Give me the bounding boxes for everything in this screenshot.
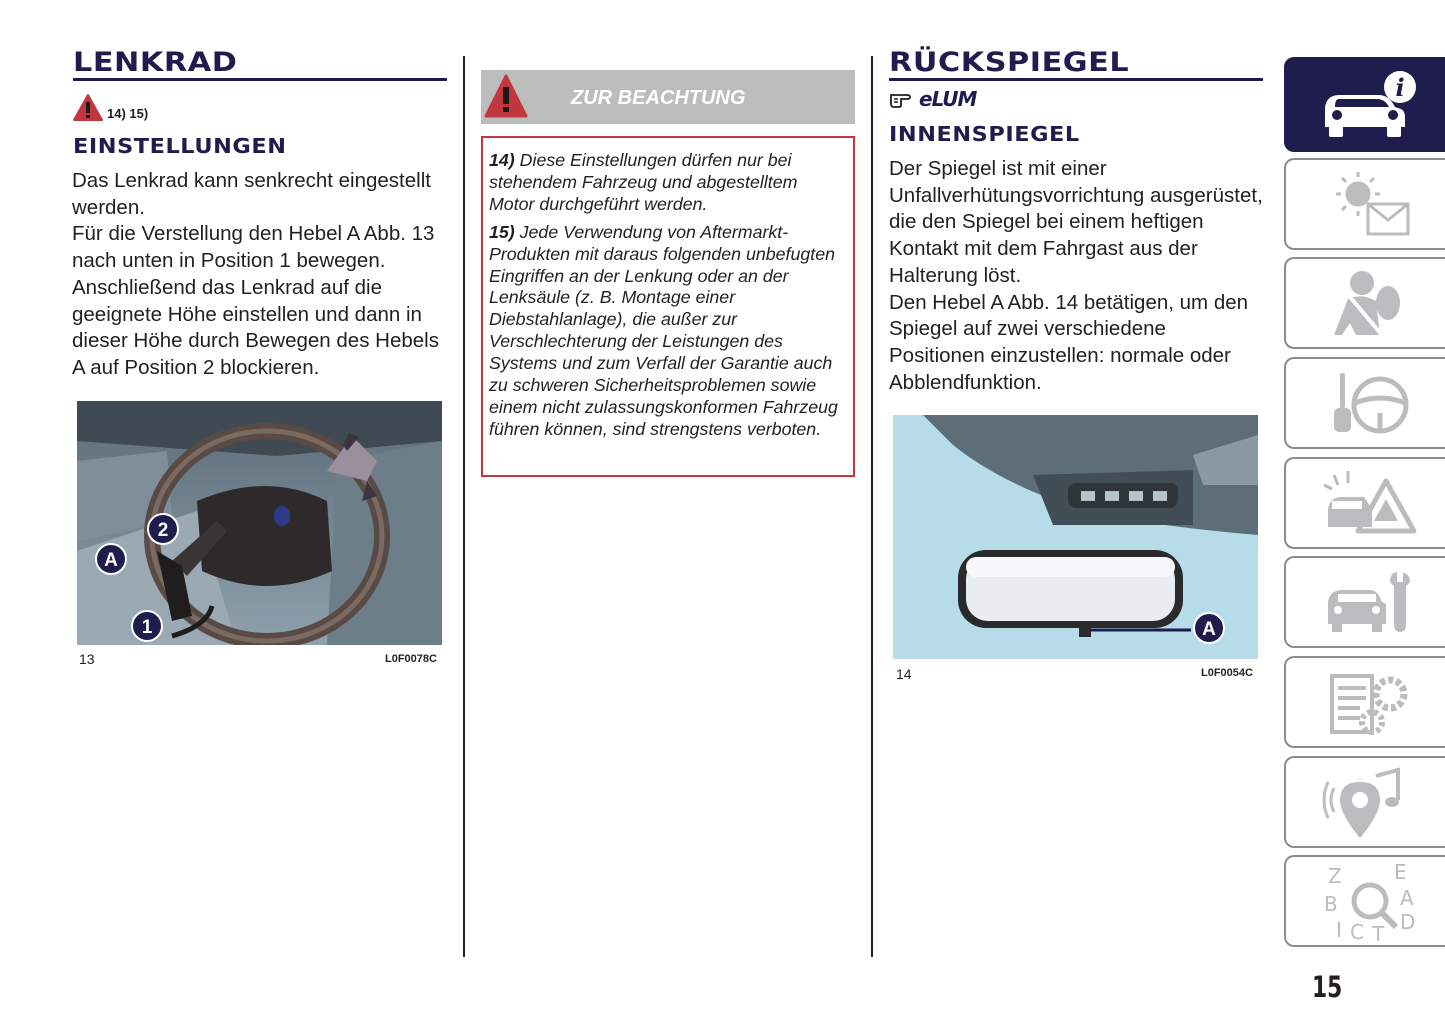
paragraph: Für die Verstellung den Hebel A Abb. 13 nach unten in Position 1 bewegen. Anschließend das Lenkrad auf die geeignete Höhe einstellen und dann in dieser Höhe durch Bewegen des Hebels A auf Position 2 blockieren.: [72, 222, 439, 379]
warning-title: ZUR BEACHTUNG: [571, 87, 746, 109]
column-divider: [871, 56, 873, 957]
svg-text:Z: Z: [1328, 864, 1342, 888]
figure-code: L0F0054C: [1201, 667, 1253, 679]
tab-emergency[interactable]: [1284, 457, 1445, 549]
figure-number: 14: [896, 666, 912, 682]
svg-text:C: C: [1350, 920, 1364, 941]
airbag-seatbelt-icon: [1320, 263, 1420, 343]
note-ref: 14): [489, 150, 515, 170]
svg-text:i: i: [1395, 72, 1405, 102]
column-divider: [463, 56, 465, 957]
figure-label: A: [104, 550, 118, 571]
tab-warning-lights[interactable]: [1284, 158, 1445, 250]
data-sheet-gear-icon: [1320, 662, 1420, 742]
tab-technical-data[interactable]: [1284, 656, 1445, 748]
figure-label: 2: [157, 520, 169, 541]
note-text: Jede Verwendung von Aftermarkt-Produkten mit daraus folgenden unbefugten Eingriffen an der Lenkung oder an der Lenksäule (z. B. Montage einer Diebstahlanlage), die außer zur Verschlechterung der Leistungen des Systems und zum Verfall der Garantie auch zu schweren Sicherheitsproblemen sowie einem nicht zulassungskonformen Fahrzeug führen können, sind strengstens verboten.: [489, 221, 838, 439]
multimedia-music-icon: [1320, 762, 1420, 842]
subheading-einstellungen: EINSTELLUNGEN: [73, 134, 287, 158]
figure-steering-wheel-adjustment: [77, 401, 442, 645]
paragraph: Den Hebel A Abb. 14 betätigen, um den Spiegel auf zwei verschiedene Positionen einzustellen: normale oder Abblendfunktion.: [889, 290, 1249, 394]
warning-notes-box: [481, 136, 855, 477]
heading-rule: [73, 78, 447, 81]
svg-text:B: B: [1324, 892, 1338, 916]
car-accident-warning-triangle-icon: [1320, 463, 1420, 543]
elum-reference[interactable]: [889, 86, 976, 112]
note-text: Diese Einstellungen dürfen nur bei stehendem Fahrzeug und abgestelltem Motor durchgeführt werden.: [489, 150, 798, 214]
pointing-hand-icon: [889, 89, 917, 109]
heading-rule: [889, 78, 1263, 81]
section-heading-lenkrad: LENKRAD: [73, 47, 238, 78]
warning-header: [481, 70, 855, 124]
svg-text:D: D: [1400, 910, 1416, 934]
car-info-icon: [1315, 65, 1425, 145]
tab-safety[interactable]: [1284, 257, 1445, 349]
svg-text:T: T: [1372, 922, 1385, 941]
figure-code: L0F0078C: [385, 653, 437, 665]
rueckspiegel-body-text: [889, 156, 1264, 396]
warning-note: [489, 150, 847, 216]
warning-triangle-icon: [484, 74, 528, 120]
warning-triangle-icon: [73, 94, 103, 122]
figure-interior-mirror: [893, 415, 1258, 659]
warning-references[interactable]: 14) 15): [107, 106, 149, 121]
tab-car-info[interactable]: [1284, 57, 1445, 152]
svg-text:I: I: [1336, 918, 1342, 941]
note-ref: 15): [489, 221, 515, 242]
car-wrench-icon: [1320, 562, 1420, 642]
tab-multimedia[interactable]: [1284, 756, 1445, 848]
alphabetical-index-search-icon: [1320, 861, 1420, 941]
figure-label: 1: [141, 617, 153, 638]
figure-label: A: [1202, 619, 1216, 640]
paragraph: Das Lenkrad kann senkrecht eingestellt werden.: [72, 169, 431, 219]
warning-note: [489, 222, 847, 441]
tab-index[interactable]: [1284, 855, 1445, 947]
tab-maintenance[interactable]: [1284, 556, 1445, 648]
lenkrad-body-text: [72, 168, 452, 382]
key-steering-wheel-icon: [1320, 363, 1420, 443]
warning-light-message-icon: [1320, 164, 1420, 244]
page-number: 15: [1312, 970, 1343, 1004]
svg-text:E: E: [1394, 861, 1407, 884]
elum-label: eLUM: [919, 87, 977, 111]
svg-text:A: A: [1400, 886, 1414, 910]
paragraph: Der Spiegel ist mit einer Unfallverhütungsvorrichtung ausgerüstet, die den Spiegel bei einem heftigen Kontakt mit dem Fahrgast aus der Halterung löst.: [889, 157, 1263, 287]
section-heading-rueckspiegel: RÜCKSPIEGEL: [889, 47, 1130, 78]
figure-number: 13: [79, 651, 95, 667]
tab-start-drive[interactable]: [1284, 357, 1445, 449]
subheading-innenspiegel: INNENSPIEGEL: [889, 122, 1080, 146]
